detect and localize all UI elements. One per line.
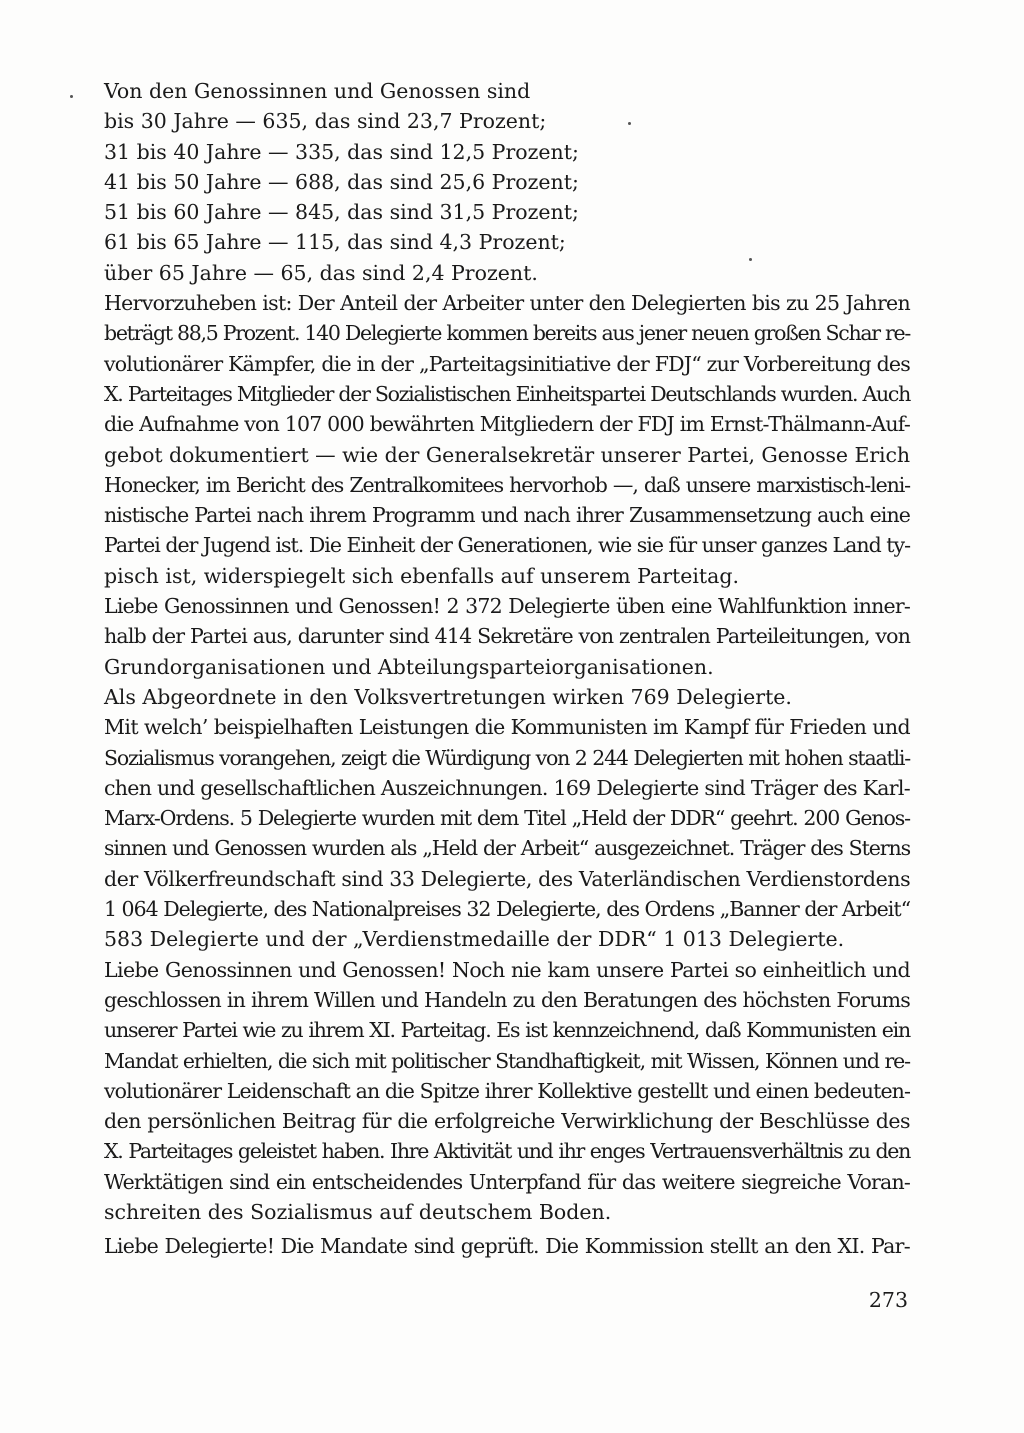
text-line: beträgt 88,5 Prozent. 140 Delegierte kommen bereits aus jener neuen großen Schar re- (104, 321, 910, 346)
text-line: Liebe Delegierte! Die Mandate sind geprüft. Die Kommission stellt an den XI. Par- (104, 1234, 910, 1259)
text-line: schreiten des Sozialismus auf deutschem Boden. (104, 1199, 612, 1224)
stats-line: über 65 Jahre — 65, das sind 2,4 Prozent. (104, 260, 538, 285)
text-line: den persönlichen Beitrag für die erfolgreiche Verwirklichung der Beschlüsse des (104, 1109, 910, 1134)
text-line: Mandat erhielten, die sich mit politischer Standhaftigkeit, mit Wissen, Können und re- (104, 1048, 910, 1073)
text-line: Marx-Ordens. 5 Delegierte wurden mit dem Titel „Held der DDR“ geehrt. 200 Genos- (104, 806, 910, 831)
scan-speck (70, 95, 73, 98)
page-number: 273 (868, 1288, 908, 1312)
text-line: Mit welch’ beispielhaften Leistungen die Kommunisten im Kampf für Frieden und (104, 715, 910, 740)
age-statistics (104, 76, 910, 288)
text-line: Grundorganisationen und Abteilungsparteiorganisationen. (104, 654, 714, 679)
text-line: Werktätigen sind ein entscheidendes Unterpfand für das weitere siegreiche Voran- (104, 1169, 910, 1194)
text-line: sinnen und Genossen wurden als „Held der Arbeit“ ausgezeichnet. Träger des Sterns (104, 836, 910, 861)
text-line: pisch ist, widerspiegelt sich ebenfalls auf unserem Parteitag. (104, 563, 740, 588)
text-line: gebot dokumentiert — wie der Generalsekretär unserer Partei, Genosse Erich (104, 442, 910, 467)
text-line: die Aufnahme von 107 000 bewährten Mitgliedern der FDJ im Ernst-Thälmann-Auf- (104, 412, 910, 437)
paragraph-unity (104, 955, 910, 1228)
text-line: Sozialismus vorangehen, zeigt die Würdigung von 2 244 Delegierten mit hohen staatli- (104, 745, 910, 770)
text-line: unserer Partei wie zu ihrem XI. Parteitag. Es ist kennzeichnend, daß Kommunisten ein (104, 1018, 910, 1043)
stats-line: 51 bis 60 Jahre — 845, das sind 31,5 Prozent; (104, 200, 579, 225)
text-line: Liebe Genossinnen und Genossen! 2 372 Delegierte üben eine Wahlfunktion inner- (104, 594, 910, 619)
text-line: volutionärer Leidenschaft an die Spitze ihrer Kollektive gestellt und einen bedeuten- (104, 1078, 911, 1103)
stats-line: Von den Genossinnen und Genossen sind (104, 79, 531, 103)
body-text (104, 76, 910, 1262)
paragraph-mandates (104, 1231, 910, 1261)
text-line: Liebe Genossinnen und Genossen! Noch nie kam unsere Partei so einheitlich und (104, 957, 910, 982)
paragraph-awards (104, 712, 910, 954)
text-line: nistische Partei nach ihrem Programm und nach ihrer Zusammensetzung auch eine (104, 503, 910, 528)
text-line: Honecker, im Bericht des Zentralkomitees hervorhob —, daß unsere marxistisch-leni- (104, 472, 910, 497)
text-line: Hervorzuheben ist: Der Anteil der Arbeiter unter den Delegierten bis zu 25 Jahren (104, 291, 910, 316)
text-line: halb der Partei aus, darunter sind 414 Sekretäre von zentralen Parteileitungen, von (104, 624, 911, 649)
text-line: geschlossen in ihrem Willen und Handeln zu den Beratungen des höchsten Forums (104, 987, 910, 1012)
text-line: Als Abgeordnete in den Volksvertretungen wirken 769 Delegierte. (104, 684, 792, 709)
text-line: 1 064 Delegierte, des Nationalpreises 32 Delegierte, des Ordens „Banner der Arbeit“ (104, 897, 911, 922)
paragraph-youth (104, 288, 910, 591)
text-line: Partei der Jugend ist. Die Einheit der Generationen, wie sie für unser ganzes Land ty- (104, 533, 910, 558)
stats-line: 31 bis 40 Jahre — 335, das sind 12,5 Prozent; (104, 139, 579, 164)
text-line: X. Parteitages Mitglieder der Sozialistischen Einheitspartei Deutschlands wurden. Auch (104, 381, 910, 406)
stats-line: 61 bis 65 Jahre — 115, das sind 4,3 Prozent; (104, 230, 566, 255)
text-line: 583 Delegierte und der „Verdienstmedaille der DDR“ 1 013 Delegierte. (104, 927, 845, 952)
text-line: volutionärer Kämpfer, die in der „Parteitagsinitiative der FDJ“ zur Vorbereitung des (104, 351, 910, 376)
text-line: chen und gesellschaftlichen Auszeichnungen. 169 Delegierte sind Träger des Karl- (104, 775, 910, 800)
paragraph-functions (104, 591, 910, 682)
text-line: X. Parteitages geleistet haben. Ihre Aktivität und ihr enges Vertrauensverhältnis zu den (104, 1139, 910, 1164)
stats-line: bis 30 Jahre — 635, das sind 23,7 Prozent; (104, 109, 547, 134)
text-line: der Völkerfreundschaft sind 33 Delegierte, des Vaterländischen Verdienstordens (104, 866, 911, 891)
paragraph-deputies (104, 682, 910, 712)
stats-line: 41 bis 50 Jahre — 688, das sind 25,6 Prozent; (104, 169, 579, 194)
